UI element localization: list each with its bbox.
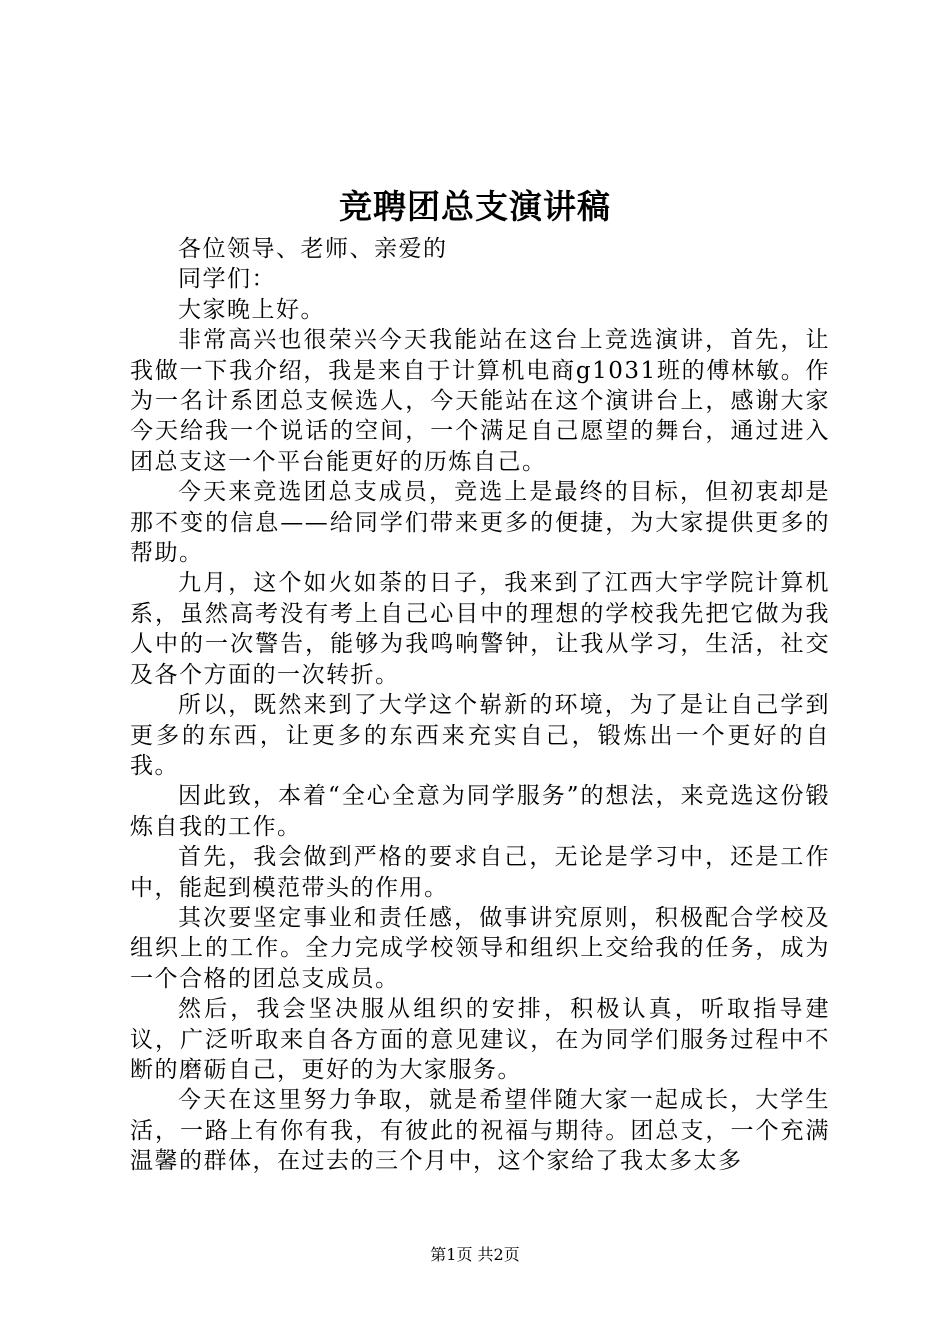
paragraph-purpose: 因此致，本着“全心全意为同学服务”的想法，来竞选这份锻炼自我的工作。 [130,783,830,840]
paragraph-motivation: 所以，既然来到了大学这个崭新的环境，为了是让自己学到更多的东西，让更多的东西来充实自己，锻炼出一个更好的自我。 [130,692,830,779]
paragraph-salutation-2: 同学们： [178,266,276,293]
paragraph-closing: 今天在这里努力争取，就是希望伴随大家一起成长，大学生活，一路上有你有我，有彼此的祝福与期待。团总支，一个充满温馨的群体，在过去的三个月中，这个家给了我太多太多 [130,1087,830,1175]
paragraph-introduction: 非常高兴也很荣兴今天我能站在这台上竞选演讲，首先，让我做一下我介绍，我是来自于计算机电商g1031班的傅林敏。作为一名计系团总支候选人，今天能站在这个演讲台上，感谢大家今天给我一个说话的空间，一个满足自己愿望的舞台，通过进入团总支这一个平台能更好的历炼自己。 [130,327,830,475]
paragraph-goal: 今天来竞选团总支成员，竞选上是最终的目标，但初衷却是那不变的信息——给同学们带来更多的便捷，为大家提供更多的帮助。 [130,479,830,567]
paragraph-greeting: 大家晚上好。 [178,296,325,323]
document-body [130,234,830,1177]
paragraph-third-commitment: 然后，我会坚决服从组织的安排，积极认真，听取指导建议，广泛听取来自各方面的意见建议，在为同学们服务过程中不断的磨砺自己，更好的为大家服务。 [130,996,830,1083]
paragraph-salutation-1: 各位领导、老师、亲爱的 [178,236,448,262]
page-indicator: 第1页 共2页 [430,1245,520,1264]
paragraph-background: 九月，这个如火如荼的日子，我来到了江西大宇学院计算机系，虽然高考没有考上自己心目中的理想的学校我先把它做为我人中的一次警告，能够为我鸣响警钟，让我从学习，生活，社交及各个方面的一次转折。 [130,570,830,688]
paragraph-first-commitment: 首先，我会做到严格的要求自己，无论是学习中，还是工作中，能起到模范带头的作用。 [130,844,830,901]
document-title: 竞聘团总支演讲稿 [339,187,611,226]
paragraph-second-commitment: 其次要坚定事业和责任感，做事讲究原则，积极配合学校及组织上的工作。全力完成学校领导和组织上交给我的任务，成为一个合格的团总支成员。 [130,904,830,992]
